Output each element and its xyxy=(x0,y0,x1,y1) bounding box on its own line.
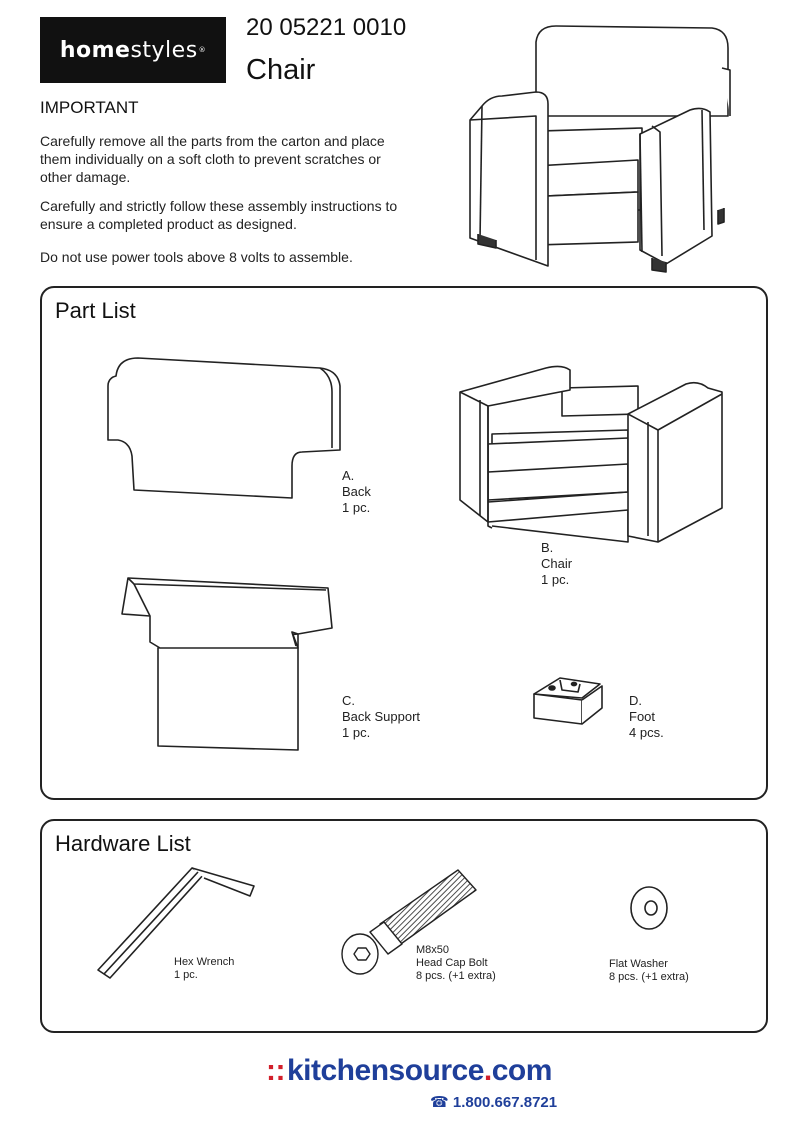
assembled-chair-illustration xyxy=(466,20,736,275)
hex-wrench-label xyxy=(174,956,234,982)
back-part-illustration xyxy=(106,356,346,498)
intro-paragraph: Carefully and strictly follow these assembly instructions to ensure a completed product as designed. xyxy=(40,198,398,232)
homestyles-logo xyxy=(40,17,226,83)
logo-brand: kitchensource xyxy=(286,1054,484,1087)
part-c-label xyxy=(342,693,420,741)
head-cap-bolt-qty: 8 pcs. (+1 extra) xyxy=(416,970,496,982)
hex-wrench-name: Hex Wrench xyxy=(174,956,235,968)
brand-mark: ® xyxy=(198,46,207,54)
part-d-name: Foot xyxy=(629,709,656,724)
part-a-qty: 1 pc. xyxy=(342,500,371,515)
head-cap-bolt-size: M8x50 xyxy=(416,944,450,956)
chair-part-illustration xyxy=(458,360,724,542)
brand-bold: home xyxy=(59,37,131,63)
product-code: 20 05221 0010 xyxy=(246,14,407,41)
intro-paragraph: Do not use power tools above 8 volts to assemble. xyxy=(40,249,353,265)
part-b-qty: 1 pc. xyxy=(541,572,570,587)
part-d-label xyxy=(629,693,664,741)
part-c-qty: 1 pc. xyxy=(342,725,371,740)
phone-number: ☎ 1.800.667.8721 xyxy=(430,1094,558,1111)
kitchensource-logo xyxy=(266,1054,552,1088)
hex-wrench-qty: 1 pc. xyxy=(174,969,198,981)
part-c-name: Back Support xyxy=(342,709,421,724)
part-list-title: Part List xyxy=(55,298,136,323)
part-c-letter: C. xyxy=(342,693,355,708)
brand-light: styles xyxy=(130,37,198,63)
logo-dots: :: xyxy=(266,1054,285,1087)
head-cap-bolt-name: Head Cap Bolt xyxy=(416,957,488,969)
logo-dot: . xyxy=(483,1054,492,1087)
flat-washer-name: Flat Washer xyxy=(609,958,668,970)
back-support-part-illustration xyxy=(120,576,336,758)
flat-washer-qty: 8 pcs. (+1 extra) xyxy=(609,971,689,983)
part-a-name: Back xyxy=(342,484,371,499)
important-heading: IMPORTANT xyxy=(40,98,139,117)
logo-tld: com xyxy=(491,1054,552,1087)
part-a-label xyxy=(342,468,371,516)
foot-part-illustration xyxy=(526,672,606,730)
part-d-letter: D. xyxy=(629,693,642,708)
hardware-list-title: Hardware List xyxy=(55,831,191,856)
part-b-letter: B. xyxy=(541,540,554,555)
flat-washer-illustration xyxy=(628,884,670,932)
flat-washer-label xyxy=(609,958,689,984)
product-title: Chair xyxy=(246,54,316,86)
part-b-label xyxy=(541,540,572,588)
intro-paragraph: Carefully remove all the parts from the carton and place them individually on a soft cloth to prevent scratches or other damage. xyxy=(40,133,385,185)
head-cap-bolt-label xyxy=(416,944,496,983)
part-b-name: Chair xyxy=(541,556,573,571)
part-a-letter: A. xyxy=(342,468,355,483)
part-d-qty: 4 pcs. xyxy=(629,725,664,740)
